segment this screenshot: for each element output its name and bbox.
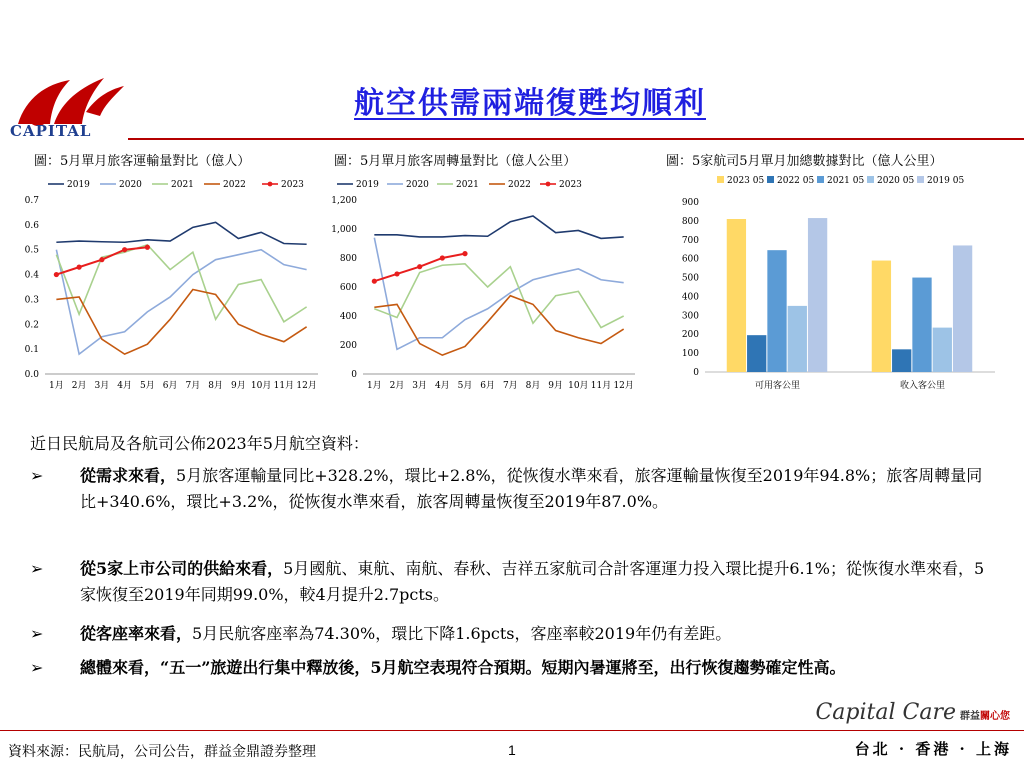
legend-label: 2020 xyxy=(406,180,429,190)
airline-bar-chart xyxy=(665,172,1020,397)
legend-label: 2019 05 xyxy=(927,176,965,186)
bullet-text: 5月國航、東航、南航、春秋、吉祥五家航司合計客運運力投入環比提升6.1%；從恢復水準來看，5家恢復至2019年同期99.0%，較4月提升2.7pcts。 xyxy=(80,559,985,604)
x-tick-label: 2月 xyxy=(389,381,405,391)
data-point xyxy=(462,251,467,256)
y-tick-label: 1,000 xyxy=(331,225,357,235)
intro-text: 近日民航局及各航司公佈2023年5月航空資料： xyxy=(30,434,369,453)
bar-2022 05 xyxy=(747,335,766,372)
y-tick-label: 200 xyxy=(339,341,357,351)
x-tick-label: 11月 xyxy=(273,381,295,391)
legend-swatch xyxy=(917,176,924,183)
care-tag-a: 群益 xyxy=(960,711,980,722)
series-line-2019 xyxy=(374,216,623,238)
y-tick-label: 800 xyxy=(339,254,357,264)
bar-2021 05 xyxy=(912,278,931,372)
y-tick-label: 300 xyxy=(681,311,699,322)
x-tick-label: 10月 xyxy=(250,381,272,391)
bullet-text: 5月旅客運輸量同比+328.2%，環比+2.8%，從恢復水準來看，旅客運輸量恢復至2019年94.8%；旅客周轉量同比+340.6%，環比+3.2%，從恢復水準來看，旅客周轉量恢復至2019年87.0%。 xyxy=(80,466,983,511)
page-number: 1 xyxy=(508,742,516,758)
bar-2021 05 xyxy=(767,250,786,372)
x-tick-label: 4月 xyxy=(117,381,132,391)
legend-label: 2022 05 xyxy=(777,176,815,186)
chart3-title: 圖：5家航司5月單月加總數據對比（億人公里） xyxy=(666,154,943,169)
x-tick-label: 可用客公里 xyxy=(754,381,801,391)
legend-swatch xyxy=(717,176,724,183)
bar-2020 05 xyxy=(933,328,952,372)
x-tick-label: 7月 xyxy=(185,381,201,391)
arrow-icon: ➢ xyxy=(30,466,44,485)
x-tick-label: 2月 xyxy=(71,381,87,391)
y-tick-label: 900 xyxy=(681,198,699,208)
legend-label: 2021 xyxy=(456,180,479,190)
bar-2022 05 xyxy=(892,349,911,372)
y-tick-label: 200 xyxy=(681,330,699,341)
bullet-lead: 總體來看，“五一”旅遊出行集中釋放後，5月航空表現符合預期。短期內暑運將至，出行恢復趨勢確定性高。 xyxy=(80,658,846,677)
page-title: 航空供需兩端復甦均順利 xyxy=(354,86,706,121)
data-point xyxy=(54,272,59,277)
legend-label: 2020 xyxy=(119,180,142,190)
legend-label: 2023 xyxy=(559,180,582,190)
footer-source: 資料來源：民航局，公司公告，群益金鼎證券整理 xyxy=(8,744,316,760)
y-tick-label: 0 xyxy=(693,368,699,378)
y-tick-label: 0.0 xyxy=(24,370,39,380)
y-tick-label: 800 xyxy=(681,216,699,227)
logo-text: CAPITAL xyxy=(10,122,92,140)
y-tick-label: 700 xyxy=(681,235,699,246)
arrow-icon: ➢ xyxy=(30,624,44,643)
y-tick-label: 0.1 xyxy=(24,345,39,356)
title-divider xyxy=(128,138,1024,140)
x-tick-label: 9月 xyxy=(548,381,564,391)
x-tick-label: 8月 xyxy=(208,381,223,391)
x-tick-label: 4月 xyxy=(434,381,450,391)
y-tick-label: 500 xyxy=(681,273,699,284)
bar-2020 05 xyxy=(788,306,807,372)
x-tick-label: 6月 xyxy=(162,381,178,391)
passenger-turnover-line-chart xyxy=(325,172,645,397)
legend-label: 2023 05 xyxy=(727,176,765,186)
y-tick-label: 0.3 xyxy=(24,295,39,306)
bullet-lead: 從客座率來看， xyxy=(80,624,193,643)
x-tick-label: 3月 xyxy=(94,381,110,391)
legend-label: 2022 xyxy=(223,180,246,190)
x-tick-label: 5月 xyxy=(140,381,155,391)
y-tick-label: 100 xyxy=(681,349,699,360)
series-line-2022 xyxy=(56,289,306,354)
x-tick-label: 9月 xyxy=(231,381,246,391)
footer-cities: 台北 · 香港 · 上海 xyxy=(854,740,1012,758)
bar-2019 05 xyxy=(808,218,827,372)
y-tick-label: 1,200 xyxy=(331,196,357,206)
data-point xyxy=(99,257,104,262)
legend-swatch xyxy=(767,176,774,183)
x-tick-label: 8月 xyxy=(525,381,541,391)
data-point xyxy=(145,245,150,250)
arrow-icon: ➢ xyxy=(30,658,44,677)
x-tick-label: 1月 xyxy=(49,381,64,391)
legend-label: 2023 xyxy=(281,180,304,190)
arrow-icon: ➢ xyxy=(30,559,44,578)
data-point xyxy=(77,265,82,270)
bar-2023 05 xyxy=(727,219,746,372)
x-tick-label: 12月 xyxy=(613,381,634,391)
x-tick-label: 6月 xyxy=(480,381,496,391)
passenger-volume-line-chart xyxy=(0,172,325,397)
y-tick-label: 400 xyxy=(681,292,699,303)
x-tick-label: 3月 xyxy=(412,381,428,391)
bullet-text: 5月民航客座率為74.30%，環比下降1.6pcts，客座率較2019年仍有差距。 xyxy=(192,624,732,643)
bar-2019 05 xyxy=(953,245,972,372)
x-tick-label: 5月 xyxy=(457,381,473,391)
bar-2023 05 xyxy=(872,261,891,372)
legend-swatch xyxy=(817,176,824,183)
x-tick-label: 7月 xyxy=(502,381,518,391)
x-tick-label: 11月 xyxy=(590,381,612,391)
legend-marker xyxy=(268,182,273,187)
legend-marker xyxy=(546,182,551,187)
bullet-lead: 從5家上市公司的供給來看， xyxy=(80,559,284,578)
legend-label: 2022 xyxy=(508,180,531,190)
care-tag-b: 關心您 xyxy=(980,711,1010,722)
series-line-2019 xyxy=(56,222,306,244)
x-tick-label: 12月 xyxy=(296,381,317,391)
y-tick-label: 600 xyxy=(681,254,699,265)
legend-swatch xyxy=(867,176,874,183)
x-tick-label: 收入客公里 xyxy=(899,381,946,391)
data-point xyxy=(122,247,127,252)
y-tick-label: 0 xyxy=(351,370,357,380)
legend-label: 2021 xyxy=(171,180,194,190)
data-point xyxy=(417,264,422,269)
y-tick-label: 0.4 xyxy=(24,270,39,281)
legend-label: 2020 05 xyxy=(877,176,915,186)
data-point xyxy=(440,255,445,260)
y-tick-label: 0.5 xyxy=(24,245,39,256)
series-line-2020 xyxy=(56,250,306,354)
y-tick-label: 0.2 xyxy=(24,320,39,331)
series-line-2020 xyxy=(374,238,623,350)
capital-care-logo xyxy=(815,700,1010,725)
legend-label: 2021 05 xyxy=(827,176,865,186)
series-line-2021 xyxy=(56,245,306,322)
legend-label: 2019 xyxy=(356,180,379,190)
y-tick-label: 0.7 xyxy=(24,196,39,206)
legend-label: 2019 xyxy=(67,180,90,190)
data-point xyxy=(394,271,399,276)
y-tick-label: 400 xyxy=(339,312,357,322)
chart2-title: 圖：5月單月旅客周轉量對比（億人公里） xyxy=(334,154,577,169)
footer-divider xyxy=(0,730,1024,731)
y-tick-label: 0.6 xyxy=(24,220,39,231)
bullet-lead: 從需求來看， xyxy=(80,466,177,485)
chart1-title: 圖：5月單月旅客運輸量對比（億人） xyxy=(34,154,251,169)
x-tick-label: 10月 xyxy=(568,381,589,391)
data-point xyxy=(372,279,377,284)
y-tick-label: 600 xyxy=(339,283,357,293)
care-logo-text: Capital Care xyxy=(815,700,956,725)
x-tick-label: 1月 xyxy=(366,381,382,391)
